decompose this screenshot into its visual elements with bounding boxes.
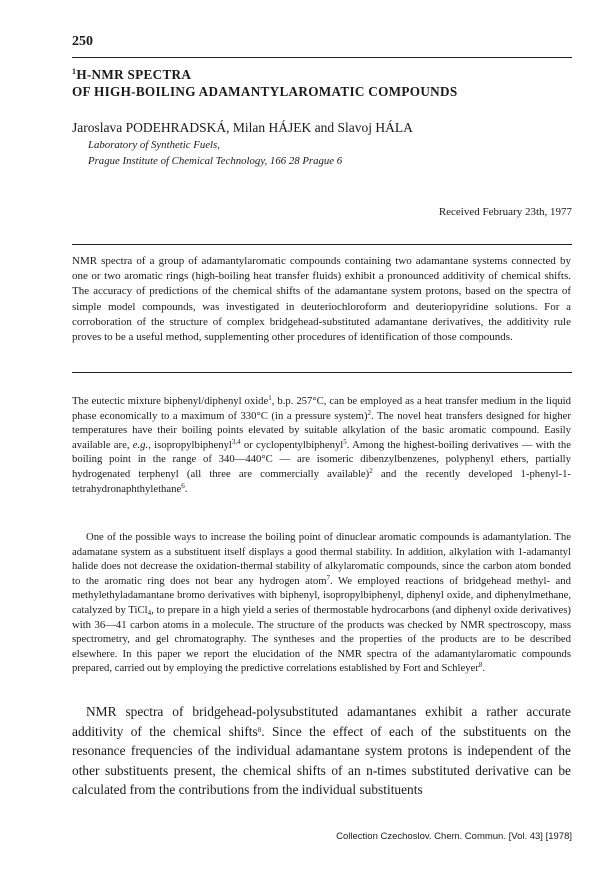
title-superscript: 1 [72, 67, 77, 76]
citation-ref: 6 [181, 481, 185, 490]
citation-ref: 7 [326, 573, 331, 582]
citation-ref: 2 [367, 408, 372, 417]
abstract-top-rule [72, 244, 572, 245]
header-rule [72, 57, 572, 58]
page-number: 250 [72, 34, 93, 49]
body-paragraph-3: NMR spectra of bridgehead-polysubstituted adamantanes exhibit a rather accurate additivity of the chemical shifts$^8$. Since the effect of each of the substituents on the resonance frequencies of the individual adamantane system protons is independent of the other substituents present, the chemical shifts of an n-times substituted derivative can be calculated from the contributions from the individual substituents [72, 704, 572, 797]
chemical-subscript: 4 [147, 608, 152, 617]
article-title [72, 66, 572, 100]
citation-ref: 3,4 [231, 437, 241, 446]
body-paragraph-2: One of the possible ways to increase the boiling point of dinuclear aromatic compounds is adamantylation. The adamatane system as a substituent itself displays a good thermal stability. In addition, alkylation with 1-adamantyl halide does not decrease the oxidation-thermal stability of alkylaromatic compounds, since the carbon atom bonded to the aromatic ring does not bear any hydrogen atom$^7$. We employed reactions of bridgehead methyl- and methylethyladamantane bromo derivatives with biphenyl, isopropylbiphenyl, diphenyl oxide, and diphenylmethane, catalyzed by TiCl$_4$, to prepare in a high yield a series of thermostable hydrocarbons (and diphenyl oxide derivatives) with 36—41 carbon atoms in a molecule. The structure of the products was checked by NMR spectroscopy, mass spectrometry, and gel chromatography. The syntheses and the properties of the products are to be described elsewhere. In this paper we report the elucidation of the NMR spectra of the adamantylaromatic compounds prepared, carried out by employing the predictive correlations established by Fort and Schleyer$^8$. [72, 531, 571, 675]
abstract-bottom-rule [72, 372, 572, 373]
author-list: Jaroslava PODEHRADSKÁ, Milan HÁJEK and Slavoj HÁLA [72, 120, 413, 135]
title-line-2: OF HIGH-BOILING ADAMANTYLAROMATIC COMPOUNDS [72, 84, 458, 99]
citation-ref: 5 [343, 437, 347, 446]
abstract: NMR spectra of a group of adamantylaromatic compounds containing two adamantane systems connected by one or two aromatic rings (high-boiling heat transfer fluids) exhibit a pronounced additivity of chemical shifts. The accuracy of predictions of the chemical shifts of the adamantane system protons, based on the spectra of simple model compounds, was investigated in deuteriochloroform and deuteriopyridine solutions. For a corroboration of the structure of complex bridgehead-substituted adamantane derivatives, the additivity rule proves to be a useful method, supplementing other procedures of identification of those compounds. [72, 255, 571, 344]
citation-ref: 8 [478, 661, 483, 670]
journal-footer: Collection Czechoslov. Chem. Commun. [Vol. 43] [1978] [336, 831, 572, 842]
received-date: Received February 23th, 1977 [438, 206, 572, 218]
title-line-1: $^1$H-NMR SPECTRA [72, 67, 192, 82]
citation-ref: 8 [257, 725, 262, 734]
citation-ref: 2 [369, 466, 373, 475]
body-paragraph-1: The eutectic mixture biphenyl/diphenyl oxide$^1$, b.p. 257°C, can be employed as a heat transfer medium in the liquid phase economically to a maximum of 330°C (in a pressure system)$^2$. The novel heat transfers designed for higher temperatures have their boiling points elevated by suitable alkylation of the basic aromatic compound. Easily available are, e.g., isopropylbiphenyl$^{3,4}$ or cyclopentylbiphenyl$^5$. Among the highest-boiling derivatives — with the boiling point in the range of 340—440°C — are isomeric dibenzylbenzenes, polyphenyl ethers, partially hydrogenated terphenyl (all three are commercially available)$^2$ and the recently developed 1-phenyl-1-tetrahydronaphthylethane$^6$. [72, 394, 571, 495]
affiliation-line-2: Prague Institute of Chemical Technology, 166 28 Prague 6 [88, 155, 343, 167]
affiliation-line-1: Laboratory of Synthetic Fuels, [88, 139, 220, 151]
citation-ref: 1 [268, 394, 272, 402]
